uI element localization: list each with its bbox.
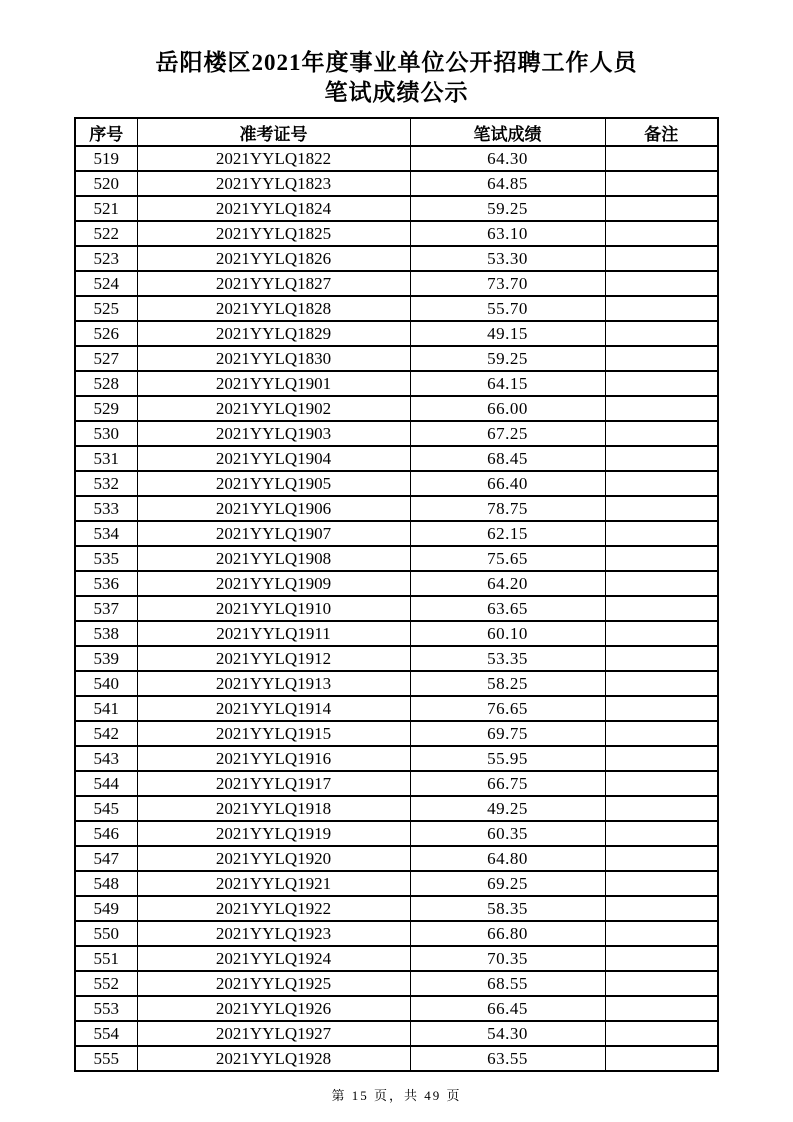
cell-remark [605,871,718,896]
table-row [75,771,718,796]
cell-written-score: 64.30 [410,146,605,171]
table-row [75,421,718,446]
table-row [75,196,718,221]
cell-written-score: 63.65 [410,596,605,621]
cell-serial-number: 546 [75,821,137,846]
cell-ticket-number: 2021YYLQ1906 [137,496,410,521]
cell-remark [605,546,718,571]
table-header-row [75,118,718,146]
cell-serial-number: 519 [75,146,137,171]
cell-written-score: 62.15 [410,521,605,546]
table-row [75,921,718,946]
cell-ticket-number: 2021YYLQ1826 [137,246,410,271]
cell-written-score: 54.30 [410,1021,605,1046]
table-row [75,371,718,396]
cell-ticket-number: 2021YYLQ1913 [137,671,410,696]
cell-written-score: 66.00 [410,396,605,421]
cell-ticket-number: 2021YYLQ1902 [137,396,410,421]
cell-remark [605,571,718,596]
cell-serial-number: 528 [75,371,137,396]
table-row [75,896,718,921]
table-body [75,146,718,1071]
table-row [75,796,718,821]
cell-remark [605,646,718,671]
table-row [75,671,718,696]
cell-ticket-number: 2021YYLQ1828 [137,296,410,321]
cell-remark [605,1046,718,1071]
scores-table [74,117,719,1072]
cell-ticket-number: 2021YYLQ1920 [137,846,410,871]
cell-serial-number: 555 [75,1046,137,1071]
cell-ticket-number: 2021YYLQ1914 [137,696,410,721]
table-row [75,271,718,296]
cell-written-score: 68.45 [410,446,605,471]
cell-serial-number: 531 [75,446,137,471]
table-row [75,396,718,421]
cell-written-score: 69.75 [410,721,605,746]
cell-written-score: 60.35 [410,821,605,846]
cell-remark [605,996,718,1021]
table-row [75,596,718,621]
cell-serial-number: 525 [75,296,137,321]
cell-written-score: 75.65 [410,546,605,571]
header-remark: 备注 [605,118,718,146]
cell-ticket-number: 2021YYLQ1824 [137,196,410,221]
cell-written-score: 68.55 [410,971,605,996]
cell-serial-number: 521 [75,196,137,221]
cell-serial-number: 553 [75,996,137,1021]
table-row [75,171,718,196]
cell-ticket-number: 2021YYLQ1907 [137,521,410,546]
cell-serial-number: 523 [75,246,137,271]
cell-remark [605,946,718,971]
cell-remark [605,596,718,621]
table-row [75,846,718,871]
cell-serial-number: 534 [75,521,137,546]
table-row [75,746,718,771]
cell-serial-number: 551 [75,946,137,971]
cell-written-score: 64.20 [410,571,605,596]
table-row [75,546,718,571]
table-row [75,571,718,596]
table-row [75,246,718,271]
cell-written-score: 63.55 [410,1046,605,1071]
table-row [75,621,718,646]
cell-remark [605,521,718,546]
cell-serial-number: 524 [75,271,137,296]
cell-written-score: 55.70 [410,296,605,321]
cell-serial-number: 552 [75,971,137,996]
cell-written-score: 66.75 [410,771,605,796]
cell-remark [605,221,718,246]
cell-remark [605,246,718,271]
cell-serial-number: 532 [75,471,137,496]
cell-remark [605,621,718,646]
cell-remark [605,171,718,196]
header-serial-number: 序号 [75,118,137,146]
cell-written-score: 66.45 [410,996,605,1021]
cell-serial-number: 539 [75,646,137,671]
cell-serial-number: 549 [75,896,137,921]
table-row [75,946,718,971]
table-row [75,221,718,246]
cell-remark [605,421,718,446]
table-row [75,871,718,896]
cell-serial-number: 537 [75,596,137,621]
cell-written-score: 63.10 [410,221,605,246]
cell-written-score: 64.85 [410,171,605,196]
cell-serial-number: 527 [75,346,137,371]
table-row [75,521,718,546]
cell-remark [605,896,718,921]
cell-ticket-number: 2021YYLQ1909 [137,571,410,596]
cell-remark [605,796,718,821]
cell-ticket-number: 2021YYLQ1911 [137,621,410,646]
cell-ticket-number: 2021YYLQ1910 [137,596,410,621]
table-row [75,496,718,521]
cell-written-score: 70.35 [410,946,605,971]
cell-ticket-number: 2021YYLQ1926 [137,996,410,1021]
cell-written-score: 58.35 [410,896,605,921]
cell-serial-number: 529 [75,396,137,421]
table-row [75,1021,718,1046]
cell-written-score: 67.25 [410,421,605,446]
cell-remark [605,721,718,746]
cell-ticket-number: 2021YYLQ1928 [137,1046,410,1071]
table-row [75,446,718,471]
cell-written-score: 55.95 [410,746,605,771]
cell-written-score: 53.35 [410,646,605,671]
cell-ticket-number: 2021YYLQ1903 [137,421,410,446]
cell-remark [605,321,718,346]
cell-ticket-number: 2021YYLQ1829 [137,321,410,346]
cell-remark [605,471,718,496]
cell-serial-number: 541 [75,696,137,721]
cell-serial-number: 538 [75,621,137,646]
cell-written-score: 64.15 [410,371,605,396]
cell-remark [605,921,718,946]
cell-ticket-number: 2021YYLQ1908 [137,546,410,571]
table-row [75,346,718,371]
cell-written-score: 73.70 [410,271,605,296]
cell-ticket-number: 2021YYLQ1924 [137,946,410,971]
cell-ticket-number: 2021YYLQ1823 [137,171,410,196]
header-written-score: 笔试成绩 [410,118,605,146]
cell-ticket-number: 2021YYLQ1921 [137,871,410,896]
cell-written-score: 64.80 [410,846,605,871]
cell-serial-number: 540 [75,671,137,696]
cell-serial-number: 554 [75,1021,137,1046]
cell-written-score: 49.15 [410,321,605,346]
table-row [75,971,718,996]
cell-remark [605,971,718,996]
cell-serial-number: 520 [75,171,137,196]
cell-written-score: 69.25 [410,871,605,896]
cell-ticket-number: 2021YYLQ1904 [137,446,410,471]
table-row [75,821,718,846]
cell-written-score: 58.25 [410,671,605,696]
table-row [75,1046,718,1071]
table-row [75,721,718,746]
page-title-line1: 岳阳楼区2021年度事业单位公开招聘工作人员 [155,50,638,75]
cell-ticket-number: 2021YYLQ1918 [137,796,410,821]
cell-serial-number: 550 [75,921,137,946]
cell-ticket-number: 2021YYLQ1922 [137,896,410,921]
cell-serial-number: 544 [75,771,137,796]
cell-written-score: 78.75 [410,496,605,521]
cell-ticket-number: 2021YYLQ1923 [137,921,410,946]
cell-ticket-number: 2021YYLQ1822 [137,146,410,171]
cell-remark [605,146,718,171]
cell-remark [605,746,718,771]
cell-ticket-number: 2021YYLQ1919 [137,821,410,846]
cell-remark [605,771,718,796]
cell-written-score: 59.25 [410,196,605,221]
cell-remark [605,296,718,321]
cell-written-score: 59.25 [410,346,605,371]
table-row [75,296,718,321]
cell-ticket-number: 2021YYLQ1901 [137,371,410,396]
cell-written-score: 66.80 [410,921,605,946]
cell-written-score: 66.40 [410,471,605,496]
cell-serial-number: 530 [75,421,137,446]
cell-remark [605,1021,718,1046]
cell-ticket-number: 2021YYLQ1916 [137,746,410,771]
cell-remark [605,496,718,521]
cell-ticket-number: 2021YYLQ1912 [137,646,410,671]
cell-serial-number: 547 [75,846,137,871]
cell-remark [605,846,718,871]
cell-serial-number: 545 [75,796,137,821]
cell-remark [605,696,718,721]
cell-ticket-number: 2021YYLQ1917 [137,771,410,796]
table-row [75,646,718,671]
cell-serial-number: 536 [75,571,137,596]
cell-remark [605,271,718,296]
cell-remark [605,396,718,421]
cell-written-score: 76.65 [410,696,605,721]
cell-ticket-number: 2021YYLQ1905 [137,471,410,496]
table-row [75,321,718,346]
cell-serial-number: 535 [75,546,137,571]
page-footer: 第 15 页，共 49 页 [331,1088,462,1103]
cell-written-score: 60.10 [410,621,605,646]
cell-remark [605,446,718,471]
cell-remark [605,371,718,396]
cell-ticket-number: 2021YYLQ1925 [137,971,410,996]
cell-remark [605,821,718,846]
table-row [75,471,718,496]
cell-ticket-number: 2021YYLQ1830 [137,346,410,371]
cell-written-score: 53.30 [410,246,605,271]
cell-ticket-number: 2021YYLQ1827 [137,271,410,296]
cell-serial-number: 522 [75,221,137,246]
cell-written-score: 49.25 [410,796,605,821]
cell-serial-number: 548 [75,871,137,896]
cell-remark [605,196,718,221]
header-ticket-number: 准考证号 [137,118,410,146]
cell-ticket-number: 2021YYLQ1825 [137,221,410,246]
cell-serial-number: 542 [75,721,137,746]
cell-serial-number: 543 [75,746,137,771]
table-row [75,696,718,721]
cell-ticket-number: 2021YYLQ1927 [137,1021,410,1046]
table-row [75,996,718,1021]
cell-serial-number: 526 [75,321,137,346]
table-row [75,146,718,171]
page-title-line2: 笔试成绩公示 [324,80,469,105]
cell-serial-number: 533 [75,496,137,521]
cell-remark [605,671,718,696]
cell-remark [605,346,718,371]
cell-ticket-number: 2021YYLQ1915 [137,721,410,746]
